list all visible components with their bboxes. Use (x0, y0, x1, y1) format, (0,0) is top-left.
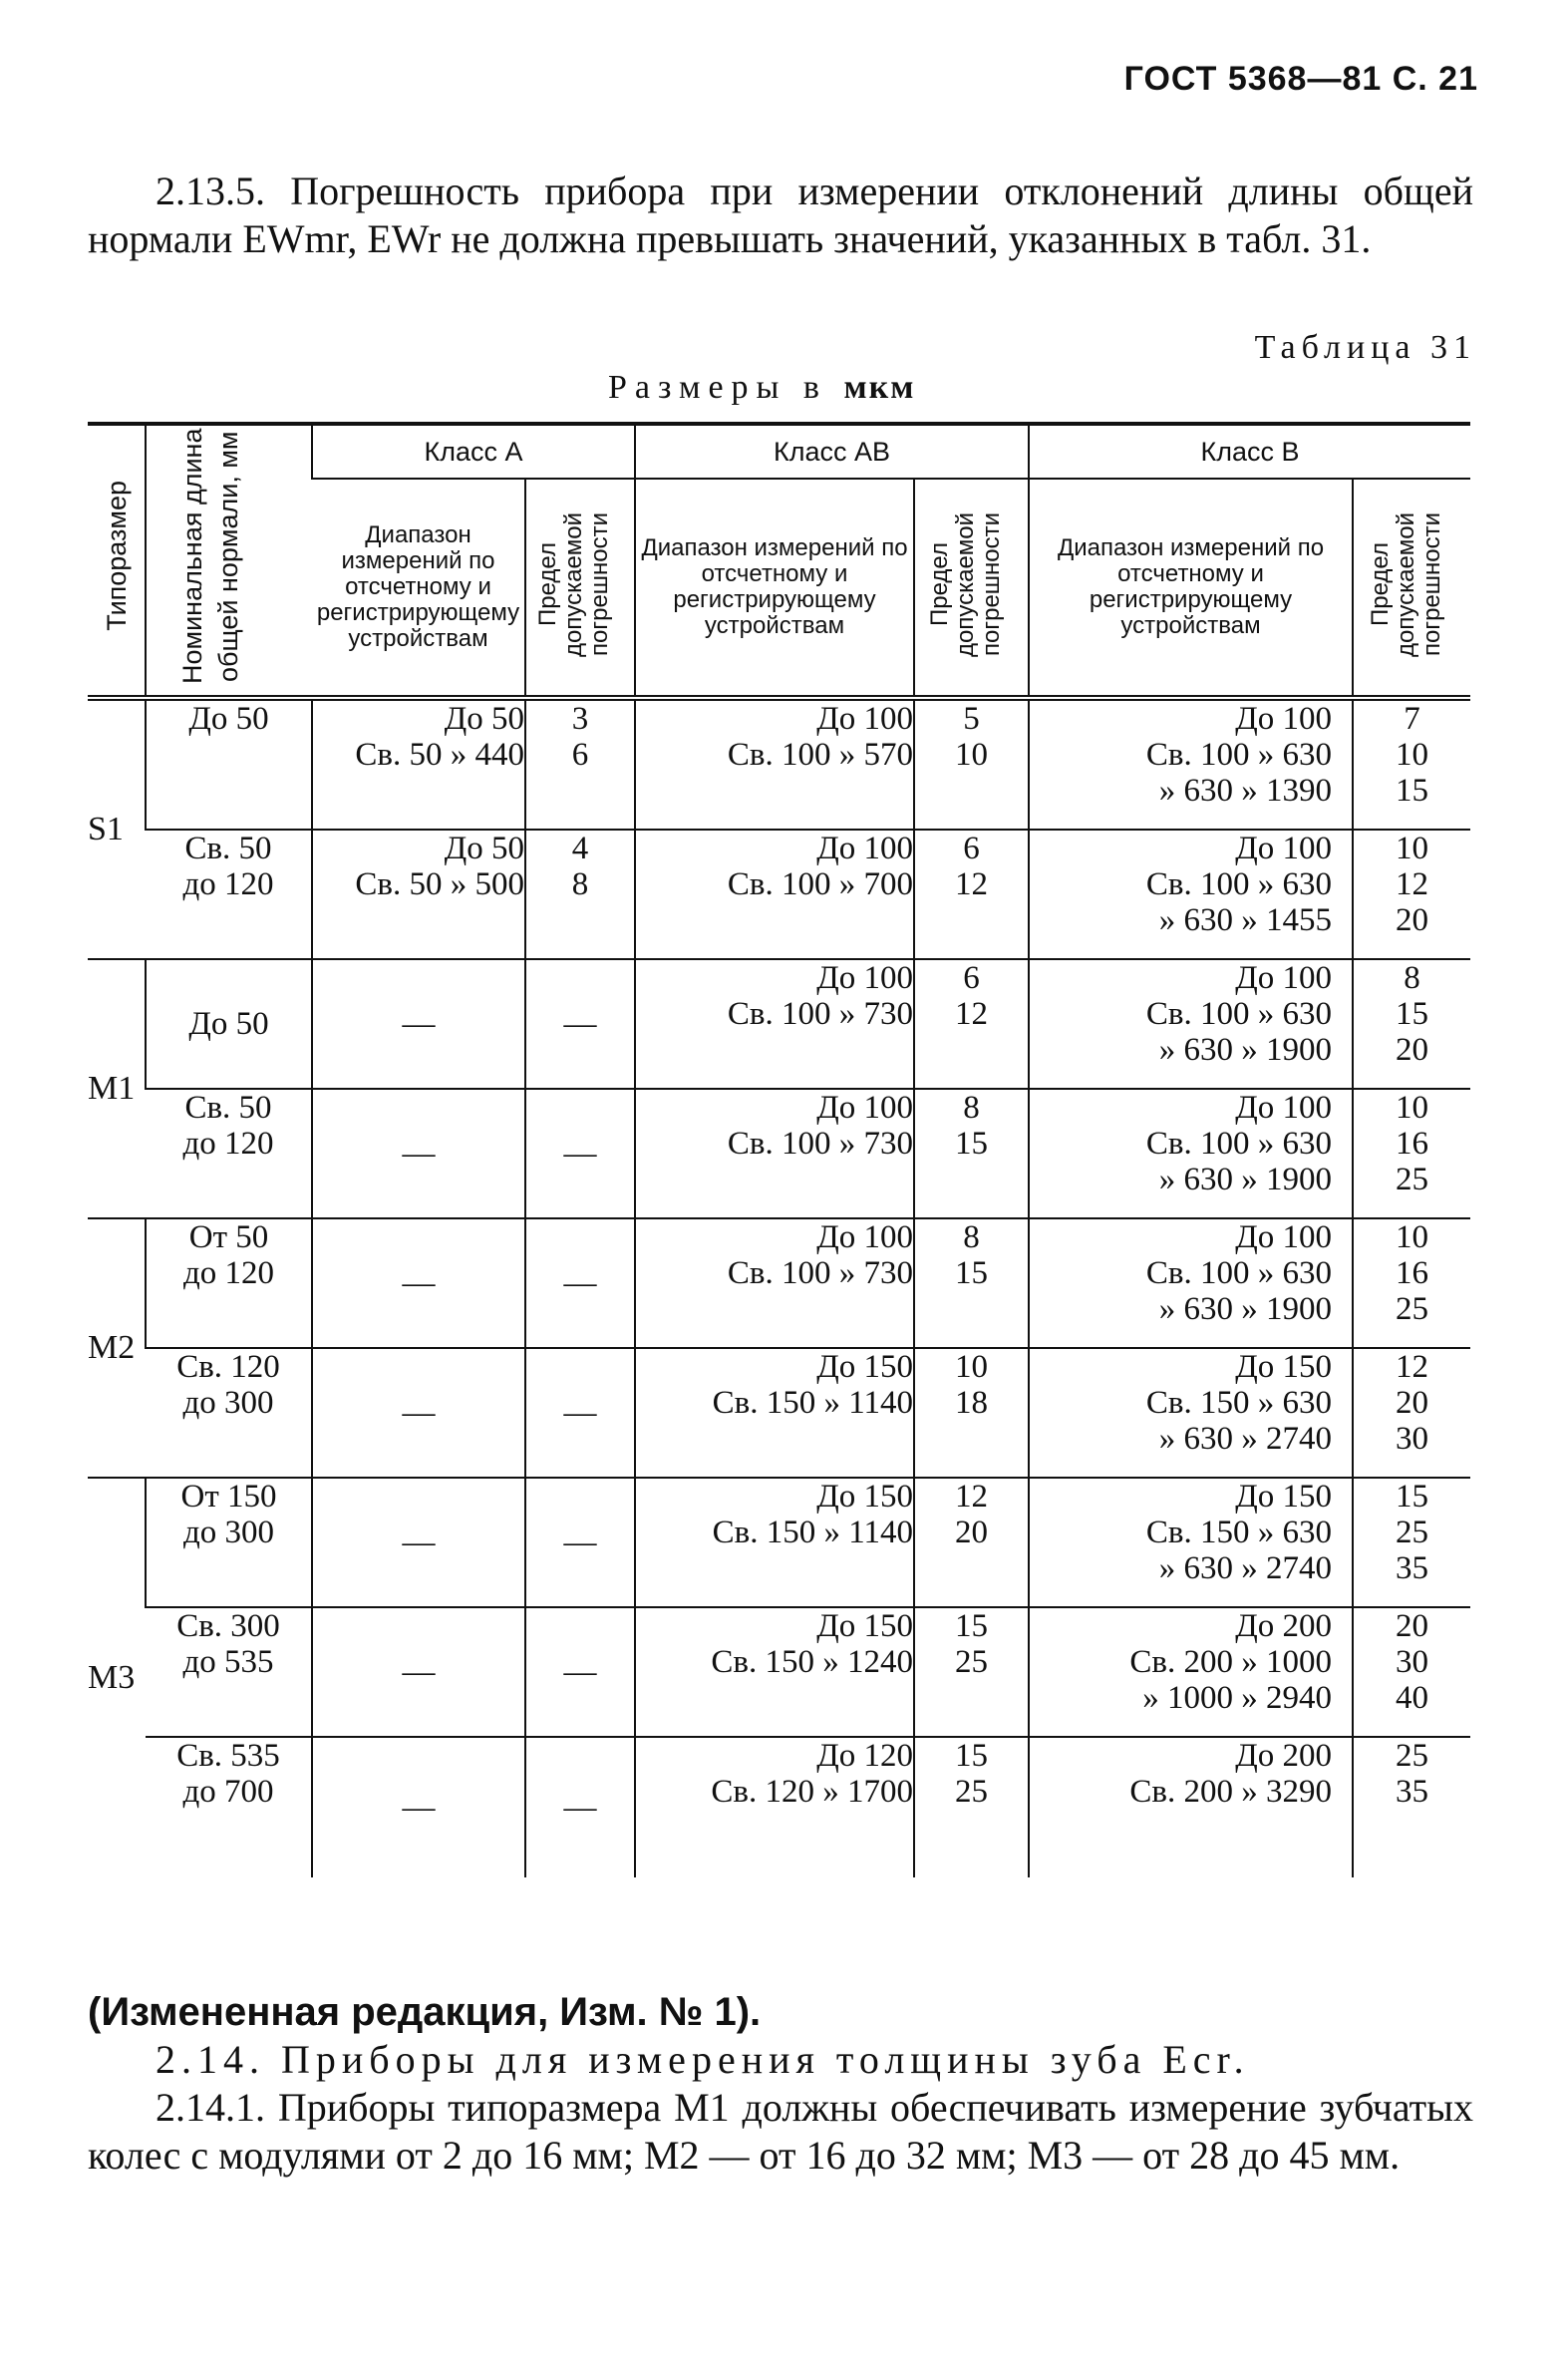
nominal-cell: От 150 до 300 (146, 1478, 312, 1607)
class-a-limit-cell: 3 6 (525, 698, 635, 830)
size-cell: M3 (88, 1659, 136, 1696)
class-b-range-cell: До 150 Св. 150 » 630 » 630 » 2740 (1029, 1478, 1353, 1607)
class-a-range-cell: — (312, 1089, 525, 1218)
class-a-range-cell: — (312, 1737, 525, 1877)
class-b-limit-cell: 10 16 25 (1353, 1218, 1470, 1348)
class-ab-range-cell: До 100 Св. 100 » 570 (635, 698, 914, 830)
table-row (88, 1089, 1470, 1218)
class-b-limit-cell: 7 10 15 (1353, 698, 1470, 830)
class-a-range-cell: — (312, 1478, 525, 1607)
table-label: Таблица 31 (1254, 329, 1476, 366)
class-b-limit-cell: 15 25 35 (1353, 1478, 1470, 1607)
class-ab-limit-cell: 6 12 (914, 830, 1029, 959)
table-row (88, 698, 1470, 830)
class-b-limit-cell: 25 35 (1353, 1737, 1470, 1877)
class-b-limit-cell: 20 30 40 (1353, 1607, 1470, 1737)
class-ab-limit-cell: 15 25 (914, 1607, 1029, 1737)
class-ab-range-cell: До 120 Св. 120 » 1700 (635, 1737, 914, 1877)
table-row (88, 1348, 1470, 1478)
col-size-header: Типоразмер (88, 424, 146, 698)
class-b-header: Класс В (1029, 424, 1470, 479)
col-nominal-header: Номинальная длина общей нормали, мм (146, 424, 312, 698)
table-row (88, 830, 1470, 959)
nominal-cell: Св. 120 до 300 (146, 1348, 312, 1478)
class-a-range-header: Диапазон измерений по отсчетному и регистрирующему устройствам (312, 479, 525, 698)
class-ab-range-cell: До 150 Св. 150 » 1240 (635, 1607, 914, 1737)
size-cell: M1 (88, 959, 146, 1218)
page-header: ГОСТ 5368—81 С. 21 (1123, 60, 1478, 98)
class-b-limit-cell: 8 15 20 (1353, 959, 1470, 1089)
class-b-range-cell: До 100 Св. 100 » 630 » 630 » 1900 (1029, 959, 1353, 1089)
class-a-range-cell: До 50 Св. 50 » 440 (312, 698, 525, 830)
nominal-cell: До 50 (146, 959, 312, 1089)
class-b-limit-cell: 12 20 30 (1353, 1348, 1470, 1478)
nominal-cell: Св. 50 до 120 (146, 1089, 312, 1218)
paragraph-2-14: 2.14. Приборы для измерения толщины зуба Ecr. (156, 2037, 1250, 2082)
class-a-range-cell: — (312, 1607, 525, 1737)
paragraph-2-14-1: 2.14.1. Приборы типоразмера M1 должны обеспечивать измерение зубчатых колес с модулями от 2 до 16 мм; M2 — от 16 до 32 мм; M3 — от 28 до 45 мм. (88, 2085, 1473, 2178)
class-ab-header: Класс АВ (635, 424, 1029, 479)
table-row (88, 1607, 1470, 1737)
nominal-cell: До 50 (146, 698, 312, 830)
class-a-range-cell: — (312, 1218, 525, 1348)
size-cell: S1 (88, 698, 146, 959)
table-row (88, 1218, 1470, 1348)
nominal-cell: Св. 50 до 120 (146, 830, 312, 959)
nominal-cell: Св. 535 до 700 (176, 1738, 280, 1810)
class-a-limit-cell: 4 8 (525, 830, 635, 959)
class-ab-limit-cell: 6 12 (914, 959, 1029, 1089)
class-b-limit-header: Предел допускаемой погрешности (1353, 479, 1470, 698)
class-ab-range-cell: До 150 Св. 150 » 1140 (635, 1478, 914, 1607)
table-row (88, 1737, 1470, 1877)
class-ab-range-header: Диапазон измерений по отсчетному и регистрирующему устройствам (635, 479, 914, 698)
nominal-cell: От 50 до 120 (146, 1218, 312, 1348)
table-row (88, 1478, 1470, 1607)
class-ab-limit-header: Предел допускаемой погрешности (914, 479, 1029, 698)
class-b-range-cell: До 100 Св. 100 » 630 » 630 » 1900 (1029, 1218, 1353, 1348)
class-b-range-cell: До 150 Св. 150 » 630 » 630 » 2740 (1029, 1348, 1353, 1478)
class-a-range-cell: — (312, 1348, 525, 1478)
sizes-label: Размеры в (608, 369, 827, 406)
class-a-range-cell: До 50 Св. 50 » 500 (312, 830, 525, 959)
class-ab-range-cell: До 100 Св. 100 » 730 (635, 1218, 914, 1348)
nominal-cell: Св. 300 до 535 (146, 1607, 312, 1737)
class-ab-limit-cell: 5 10 (914, 698, 1029, 830)
table-31 (88, 422, 1470, 1877)
class-ab-limit-cell: 12 20 (914, 1478, 1029, 1607)
class-b-range-cell: До 200 Св. 200 » 1000 » 1000 » 2940 (1029, 1607, 1353, 1737)
class-ab-limit-cell: 10 18 (914, 1348, 1029, 1478)
class-a-limit-cell: — (525, 1348, 635, 1478)
sizes-unit: мкм (843, 369, 916, 406)
class-ab-range-cell: До 100 Св. 100 » 700 (635, 830, 914, 959)
size-cell: M2 (88, 1218, 146, 1478)
class-a-limit-cell: — (525, 1737, 635, 1877)
class-ab-range-cell: До 100 Св. 100 » 730 (635, 1089, 914, 1218)
class-a-range-cell: — (312, 959, 525, 1089)
amendment-note: (Измененная редакция, Изм. № 1). (88, 1990, 762, 2034)
class-b-limit-cell: 10 12 20 (1353, 830, 1470, 959)
class-a-limit-cell: — (525, 959, 635, 1089)
class-b-range-cell: До 100 Св. 100 » 630 » 630 » 1455 (1029, 830, 1353, 959)
class-a-header: Класс А (312, 424, 635, 479)
class-b-limit-cell: 10 16 25 (1353, 1089, 1470, 1218)
class-ab-range-cell: До 100 Св. 100 » 730 (635, 959, 914, 1089)
class-ab-limit-cell: 8 15 (914, 1218, 1029, 1348)
class-b-range-header: Диапазон измерений по отсчетному и регистрирующему устройствам (1029, 479, 1353, 698)
class-ab-range-cell: До 150 Св. 150 » 1140 (635, 1348, 914, 1478)
class-ab-limit-cell: 15 25 (914, 1737, 1029, 1877)
class-b-range-cell: До 100 Св. 100 » 630 » 630 » 1390 (1029, 698, 1353, 830)
class-a-limit-cell: — (525, 1607, 635, 1737)
paragraph-2-13-5: 2.13.5. Погрешность прибора при измерении отклонений длины общей нормали EWmr, EWr не должна превышать значений, указанных в табл. 31. (88, 169, 1473, 261)
sizes-caption (608, 369, 915, 407)
class-a-limit-cell: — (525, 1218, 635, 1348)
class-a-limit-cell: — (525, 1089, 635, 1218)
class-ab-limit-cell: 8 15 (914, 1089, 1029, 1218)
class-b-range-cell: До 100 Св. 100 » 630 » 630 » 1900 (1029, 1089, 1353, 1218)
class-a-limit-header: Предел допускаемой погрешности (525, 479, 635, 698)
class-a-limit-cell: — (525, 1478, 635, 1607)
table-row (88, 959, 1470, 1089)
class-b-range-cell: До 200 Св. 200 » 3290 (1029, 1737, 1353, 1877)
